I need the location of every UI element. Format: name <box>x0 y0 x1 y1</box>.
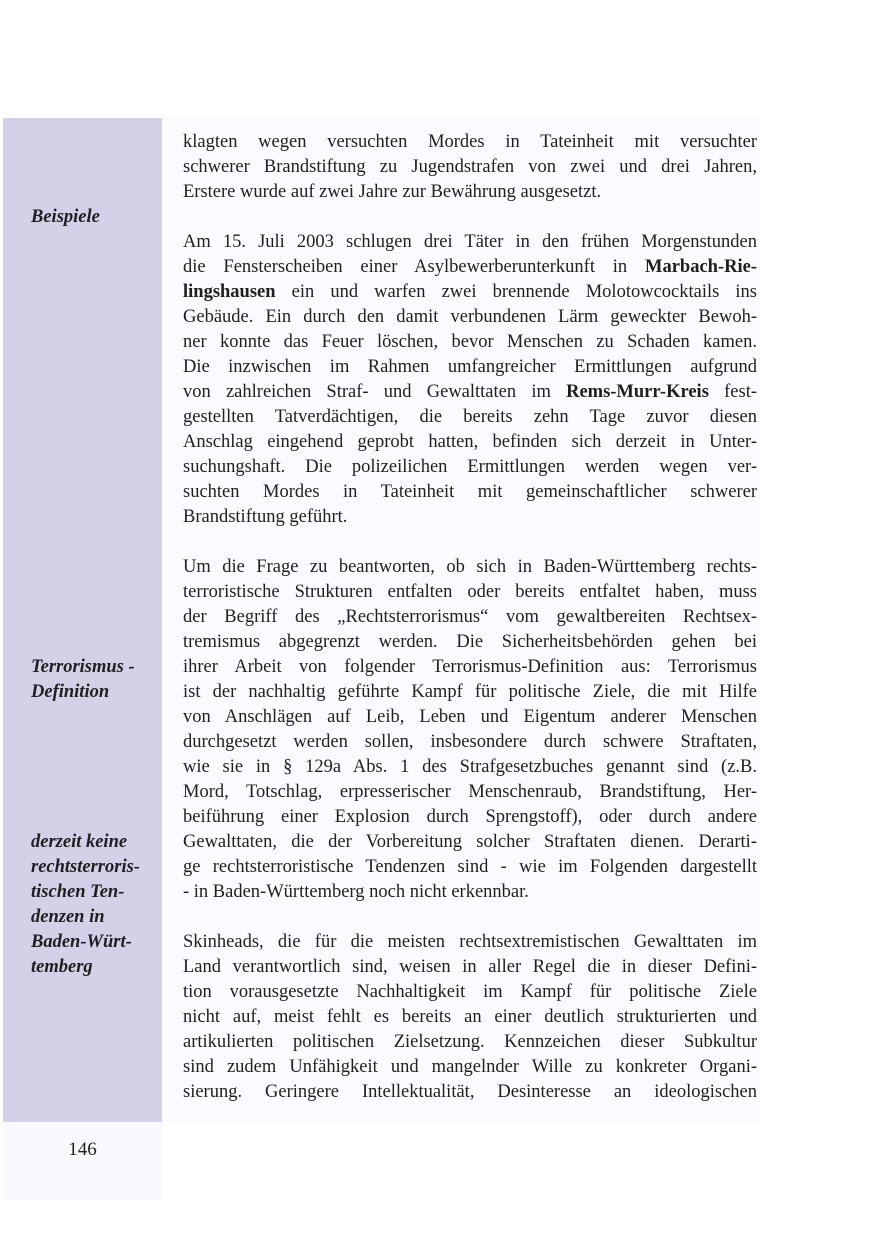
text-line: tion vorausgesetzte Nachhaltigkeit im Kampf für politische Ziele <box>183 982 757 1002</box>
text-line: ist der nachhaltig geführte Kampf für politische Ziele, die mit Hilfe <box>183 682 757 702</box>
text-line: Um die Frage zu beantworten, ob sich in Baden-Württemberg rechts- <box>183 557 757 577</box>
paragraph-2 <box>183 230 757 530</box>
text-segment: ein und warfen zwei brennende Molotowcocktails ins <box>275 282 757 302</box>
margin-note-line: derzeit keine <box>31 832 128 852</box>
margin-note-line: denzen in <box>31 907 105 927</box>
text-line: ge rechtsterroristische Tendenzen sind - wie im Folgenden dargestellt <box>183 857 757 877</box>
text-line: suchungshaft. Die polizeilichen Ermittlungen werden wegen ver- <box>183 457 757 477</box>
text-segment: fest- <box>708 382 757 402</box>
text-line: Gebäude. Ein durch den damit verbundenen Lärm geweckter Bewoh- <box>183 307 757 327</box>
place-name-marbach-cont: lingshausen <box>183 282 276 302</box>
margin-note-line: Definition <box>31 682 110 702</box>
text-line <box>183 255 757 280</box>
page-number: 146 <box>68 1139 97 1160</box>
margin-note-beispiele <box>31 205 159 230</box>
margin-note-line: Terrorismus - <box>31 657 135 677</box>
text-line: Am 15. Juli 2003 schlugen drei Täter in den frühen Morgenstunden <box>183 232 757 252</box>
text-line: gestellten Tatverdächtigen, die bereits zehn Tage zuvor diesen <box>183 407 757 427</box>
text-line: wie sie in § 129a Abs. 1 des Strafgesetzbuches genannt sind (z.B. <box>183 757 757 777</box>
text-line: Brandstiftung geführt. <box>183 507 348 527</box>
text-line: Erstere wurde auf zwei Jahre zur Bewährung ausgesetzt. <box>183 182 602 202</box>
margin-note-keine-tendenzen <box>31 830 159 980</box>
text-line: sind zudem Unfähigkeit und mangelnder Wille zu konkreter Organi- <box>183 1057 757 1077</box>
text-line: durchgesetzt werden sollen, insbesondere durch schwere Straftaten, <box>183 732 757 752</box>
text-line <box>183 280 757 305</box>
text-line: Die inzwischen im Rahmen umfangreicher Ermittlungen aufgrund <box>183 357 757 377</box>
text-line: tremismus abgegrenzt werden. Die Sicherheitsbehörden gehen bei <box>183 632 757 652</box>
paragraph-4 <box>183 930 757 1105</box>
paragraph-1 <box>183 130 757 205</box>
text-line: - in Baden-Württemberg noch nicht erkennbar. <box>183 882 529 902</box>
margin-note-line: rechtsterroris- <box>31 857 140 877</box>
margin-note-line: tischen Ten- <box>31 882 125 902</box>
margin-note-line: temberg <box>31 957 93 977</box>
text-line: terroristische Strukturen entfalten oder bereits entfaltet haben, muss <box>183 582 757 602</box>
text-line: Land verantwortlich sind, weisen in aller Regel die in dieser Defini- <box>183 957 757 977</box>
text-line: suchten Mordes in Tateinheit mit gemeinschaftlicher schwerer <box>183 482 757 502</box>
text-line: sierung. Geringere Intellektualität, Desinteresse an ideologischen <box>183 1082 757 1102</box>
text-line: Gewalttaten, die der Vorbereitung solcher Straftaten dienen. Derarti- <box>183 832 757 852</box>
text-segment: von zahlreichen Straf- und Gewalttaten im <box>183 382 567 402</box>
text-line: nicht auf, meist fehlt es bereits an einer deutlich strukturierten und <box>183 1007 757 1027</box>
text-line: von Anschlägen auf Leib, Leben und Eigentum anderer Menschen <box>183 707 757 727</box>
margin-note-line: Baden-Würt- <box>31 932 132 952</box>
text-line: klagten wegen versuchten Mordes in Tateinheit mit versuchter <box>183 132 757 152</box>
place-name-marbach: Marbach-Rie- <box>645 257 757 277</box>
text-line: Mord, Totschlag, erpresserischer Menschenraub, Brandstiftung, Her- <box>183 782 757 802</box>
paragraph-3 <box>183 555 757 905</box>
text-line: ihrer Arbeit von folgender Terrorismus-Definition aus: Terrorismus <box>183 657 757 677</box>
text-line: schwerer Brandstiftung zu Jugendstrafen von zwei und drei Jahren, <box>183 157 757 177</box>
text-line: beiführung einer Explosion durch Sprengstoff), oder durch andere <box>183 807 757 827</box>
text-segment: die Fensterscheiben einer Asylbewerberunterkunft in <box>183 257 645 277</box>
text-line: Skinheads, die für die meisten rechtsextremistischen Gewalttaten im <box>183 932 757 952</box>
margin-note-terrorismus-definition <box>31 655 159 705</box>
text-line: der Begriff des „Rechtsterrorismus“ vom gewaltbereiten Rechtsex- <box>183 607 757 627</box>
text-line: ner konnte das Feuer löschen, bevor Menschen zu Schaden kamen. <box>183 332 757 352</box>
text-line: Anschlag eingehend geprobt hatten, befinden sich derzeit in Unter- <box>183 432 757 452</box>
text-line <box>183 380 757 405</box>
margin-note-line: Beispiele <box>31 207 100 227</box>
place-name-rems-murr: Rems-Murr-Kreis <box>566 382 709 402</box>
text-line: artikulierten politischen Zielsetzung. Kennzeichen dieser Subkultur <box>183 1032 757 1052</box>
